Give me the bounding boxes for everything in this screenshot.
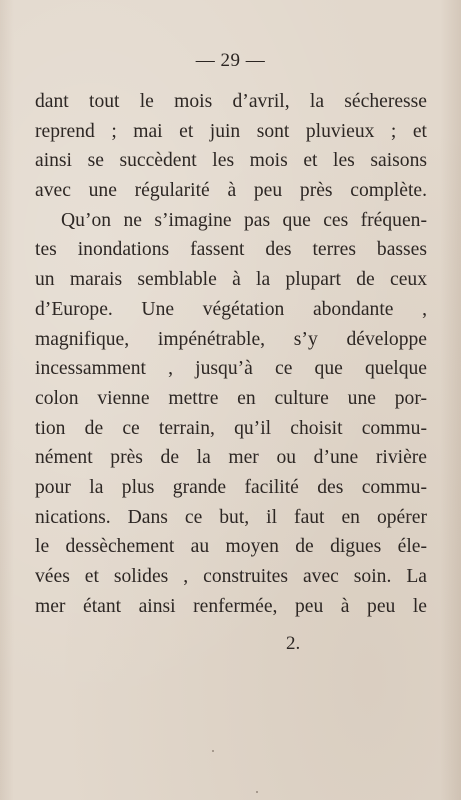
signature-mark: 2. — [286, 633, 301, 654]
text-line: colon vienne mettre en culture une por- — [35, 387, 427, 409]
text-line: reprend ; mai et juin sont pluvieux ; et — [35, 120, 427, 142]
text-line: le dessèchement au moyen de digues éle- — [35, 536, 427, 558]
text-line: magnifique, impénétrable, s’y développe — [35, 328, 427, 350]
body-text — [35, 87, 427, 621]
paper-speck — [212, 750, 214, 752]
page-number-header: — 29 — — [195, 50, 266, 71]
text-line-paragraph-start: Qu’on ne s’imagine pas que ces fréquen- — [61, 209, 427, 231]
text-line: tes inondations fassent des terres basses — [35, 239, 427, 261]
text-line: un marais semblable à la plupart de ceux — [35, 269, 427, 291]
paper-speck — [420, 400, 421, 401]
text-line: pour la plus grande facilité des commu- — [35, 476, 427, 498]
text-line: incessamment , jusqu’à ce que quelque — [35, 358, 427, 380]
paper-speck — [256, 791, 258, 793]
text-line: tion de ce terrain, qu’il choisit commu- — [35, 417, 427, 439]
text-line: dant tout le mois d’avril, la sécheresse — [35, 91, 427, 112]
text-line: avec une régularité à peu près complète. — [35, 180, 427, 202]
text-line: mer étant ainsi renfermée, peu à peu le — [35, 595, 427, 617]
text-line: vées et solides , construites avec soin. La — [35, 566, 427, 587]
text-line: nément près de la mer ou d’une rivière — [35, 447, 427, 469]
text-line: nications. Dans ce but, il faut en opérer — [35, 506, 427, 528]
text-line: d’Europe. Une végétation abondante , — [35, 298, 427, 320]
text-line: ainsi se succèdent les mois et les saisons — [35, 150, 427, 172]
